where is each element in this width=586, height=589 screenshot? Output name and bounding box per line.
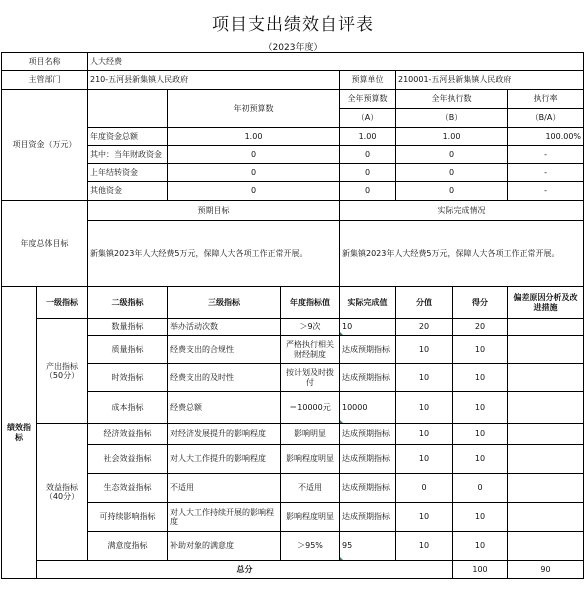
total-score: 100 (453, 561, 508, 579)
indicator-header-score: 分值 (396, 287, 453, 319)
indicator-got: 10 (453, 336, 508, 364)
indicator-score: 10 (396, 364, 453, 392)
indicator-got: 10 (453, 364, 508, 392)
indicator-actual: 达成预期指标 (340, 424, 396, 445)
total-label: 总分 (37, 561, 453, 579)
indicator-got: 20 (453, 319, 508, 336)
indicator-header-l3: 三级指标 (168, 287, 281, 319)
funds-label: 项目资金（万元） (2, 90, 88, 201)
indicator-header-actual: 实际完成值 (340, 287, 396, 319)
indicator-score: 0 (396, 474, 453, 503)
indicator-row (2, 319, 584, 336)
funds-row-annual: 0 (340, 146, 396, 164)
project-name-label: 项目名称 (2, 53, 88, 71)
indicator-score: 10 (396, 424, 453, 445)
indicator-header-target: 年度指标值 (281, 287, 340, 319)
indicator-l2: 经济效益指标 (88, 424, 168, 445)
goal-actual-text: 新集镇2023年人大经费5万元，保障人大各项工作正常开展。 (340, 221, 584, 287)
indicators-label: 绩效指标 (2, 287, 37, 579)
indicator-got: 0 (453, 474, 508, 503)
total-row (2, 561, 584, 579)
indicator-l3: 对人大工作提升的影响程度 (168, 445, 281, 474)
indicator-deviation (508, 424, 584, 445)
funds-row-executed: 0 (396, 146, 508, 164)
funds-row-name: 年度资金总额 (88, 128, 168, 146)
indicator-l3: 不适用 (168, 474, 281, 503)
funds-header-executed: 全年执行数 (396, 90, 508, 109)
unit-value: 210001-五河县新集镇人民政府 (396, 71, 584, 90)
indicator-header-l1: 一级指标 (37, 287, 88, 319)
project-name-value: 人大经费 (88, 53, 584, 71)
indicator-l3: 举办活动次数 (168, 319, 281, 336)
funds-row-annual: 0 (340, 164, 396, 182)
goal-header-row (2, 201, 584, 221)
funds-header-row (2, 90, 584, 109)
indicator-row (2, 336, 584, 364)
indicator-deviation (508, 532, 584, 561)
funds-subheader-a: （A） (340, 109, 396, 128)
indicator-got: 10 (453, 503, 508, 532)
indicator-row (2, 424, 584, 445)
funds-row (2, 164, 584, 182)
indicator-actual: 达成预期指标 (340, 364, 396, 392)
indicator-deviation (508, 445, 584, 474)
funds-row-annual: 1.00 (340, 128, 396, 146)
indicator-target: 影响程度明显 (281, 503, 340, 532)
funds-row-initial: 1.00 (168, 128, 340, 146)
goal-expected-text: 新集镇2023年人大经费5万元，保障人大各项工作正常开展。 (88, 221, 340, 287)
funds-row-initial: 0 (168, 164, 340, 182)
indicator-header-l2: 二级指标 (88, 287, 168, 319)
dept-label: 主管部门 (2, 71, 88, 90)
indicator-header-row (2, 287, 584, 319)
indicator-row (2, 532, 584, 561)
funds-row-name: 其中：当年财政资金 (88, 146, 168, 164)
indicator-actual: 达成预期指标 (340, 474, 396, 503)
indicator-got: 10 (453, 392, 508, 424)
funds-row-rate: - (508, 182, 584, 201)
indicator-header-got: 得分 (453, 287, 508, 319)
indicator-target: ＝10000元 (281, 392, 340, 424)
page-title: 项目支出绩效自评表 (212, 15, 374, 35)
indicator-score: 10 (396, 503, 453, 532)
indicator-deviation (508, 503, 584, 532)
indicator-got: 10 (453, 445, 508, 474)
funds-row (2, 146, 584, 164)
funds-row-annual: 0 (340, 182, 396, 201)
funds-row-executed: 0 (396, 164, 508, 182)
indicator-target: 影响明显 (281, 424, 340, 445)
indicator-actual: 达成预期指标 (340, 445, 396, 474)
output-indicator-label: 产出指标（50分） (37, 319, 88, 424)
indicator-target: 按计划及时拨付 (281, 364, 340, 392)
funds-header-rate: 执行率 (508, 90, 584, 109)
funds-row-initial: 0 (168, 182, 340, 201)
indicator-row (2, 364, 584, 392)
indicator-score: 10 (396, 392, 453, 424)
indicator-actual: 10000 (340, 392, 396, 424)
funds-header-initial: 年初预算数 (168, 90, 340, 128)
indicator-actual: 10 (340, 319, 396, 336)
funds-row-name: 其他资金 (88, 182, 168, 201)
indicator-l3: 补助对象的满意度 (168, 532, 281, 561)
indicator-row (2, 474, 584, 503)
indicator-l2: 成本指标 (88, 392, 168, 424)
indicator-score: 10 (396, 445, 453, 474)
indicator-row (2, 503, 584, 532)
indicator-target: 不适用 (281, 474, 340, 503)
indicator-row (2, 445, 584, 474)
indicator-deviation (508, 319, 584, 336)
indicator-row (2, 392, 584, 424)
dept-value: 210-五河县新集镇人民政府 (88, 71, 340, 90)
indicator-l2: 时效指标 (88, 364, 168, 392)
funds-row (2, 182, 584, 201)
indicator-target: ＞9次 (281, 319, 340, 336)
indicator-l2: 质量指标 (88, 336, 168, 364)
total-got: 90 (508, 561, 584, 579)
funds-row-executed: 0 (396, 182, 508, 201)
year-subtitle: （2023年度） (263, 43, 323, 53)
indicator-l2: 数量指标 (88, 319, 168, 336)
unit-label: 预算单位 (340, 71, 396, 90)
indicator-deviation (508, 474, 584, 503)
indicator-got: 10 (453, 424, 508, 445)
indicator-l3: 经费支出的及时性 (168, 364, 281, 392)
indicator-target: 严格执行相关财经制度 (281, 336, 340, 364)
indicator-l3: 对人大工作持续开展的影响程度 (168, 503, 281, 532)
funds-row (2, 128, 584, 146)
benefit-indicator-label: 效益指标（40分） (37, 424, 88, 561)
funds-subheader-ba: （B/A） (508, 109, 584, 128)
goal-label: 年度总体目标 (2, 201, 88, 287)
goal-actual-header: 实际完成情况 (340, 201, 584, 221)
indicator-l3: 经费支出的合规性 (168, 336, 281, 364)
indicator-got: 10 (453, 532, 508, 561)
indicator-score: 10 (396, 336, 453, 364)
funds-subheader-b: （B） (396, 109, 508, 128)
indicator-actual: 达成预期指标 (340, 503, 396, 532)
goal-content-row (2, 221, 584, 287)
evaluation-table (1, 52, 584, 579)
indicator-l3: 经费总额 (168, 392, 281, 424)
indicator-deviation (508, 392, 584, 424)
indicator-l2: 社会效益指标 (88, 445, 168, 474)
indicator-target: ＞95% (281, 532, 340, 561)
indicator-actual: 达成预期指标 (340, 336, 396, 364)
indicator-target: 影响程度明显 (281, 445, 340, 474)
indicator-deviation (508, 364, 584, 392)
indicator-l2: 满意度指标 (88, 532, 168, 561)
funds-row-name: 上年结转资金 (88, 164, 168, 182)
funds-row-rate: - (508, 146, 584, 164)
dept-row (2, 71, 584, 90)
indicator-header-deviation: 偏差原因分析及改进措施 (508, 287, 584, 319)
funds-row-rate: - (508, 164, 584, 182)
funds-row-rate: 100.00% (508, 128, 584, 146)
indicator-deviation (508, 336, 584, 364)
indicator-actual: 95 (340, 532, 396, 561)
funds-row-executed: 1.00 (396, 128, 508, 146)
funds-header-annual: 全年预算数 (340, 90, 396, 109)
indicator-l2: 生态效益指标 (88, 474, 168, 503)
goal-expected-header: 预期目标 (88, 201, 340, 221)
indicator-score: 20 (396, 319, 453, 336)
indicator-l3: 对经济发展提升的影响程度 (168, 424, 281, 445)
indicator-score: 10 (396, 532, 453, 561)
indicator-l2: 可持续影响指标 (88, 503, 168, 532)
funds-row-initial: 0 (168, 146, 340, 164)
project-name-row (2, 53, 584, 71)
